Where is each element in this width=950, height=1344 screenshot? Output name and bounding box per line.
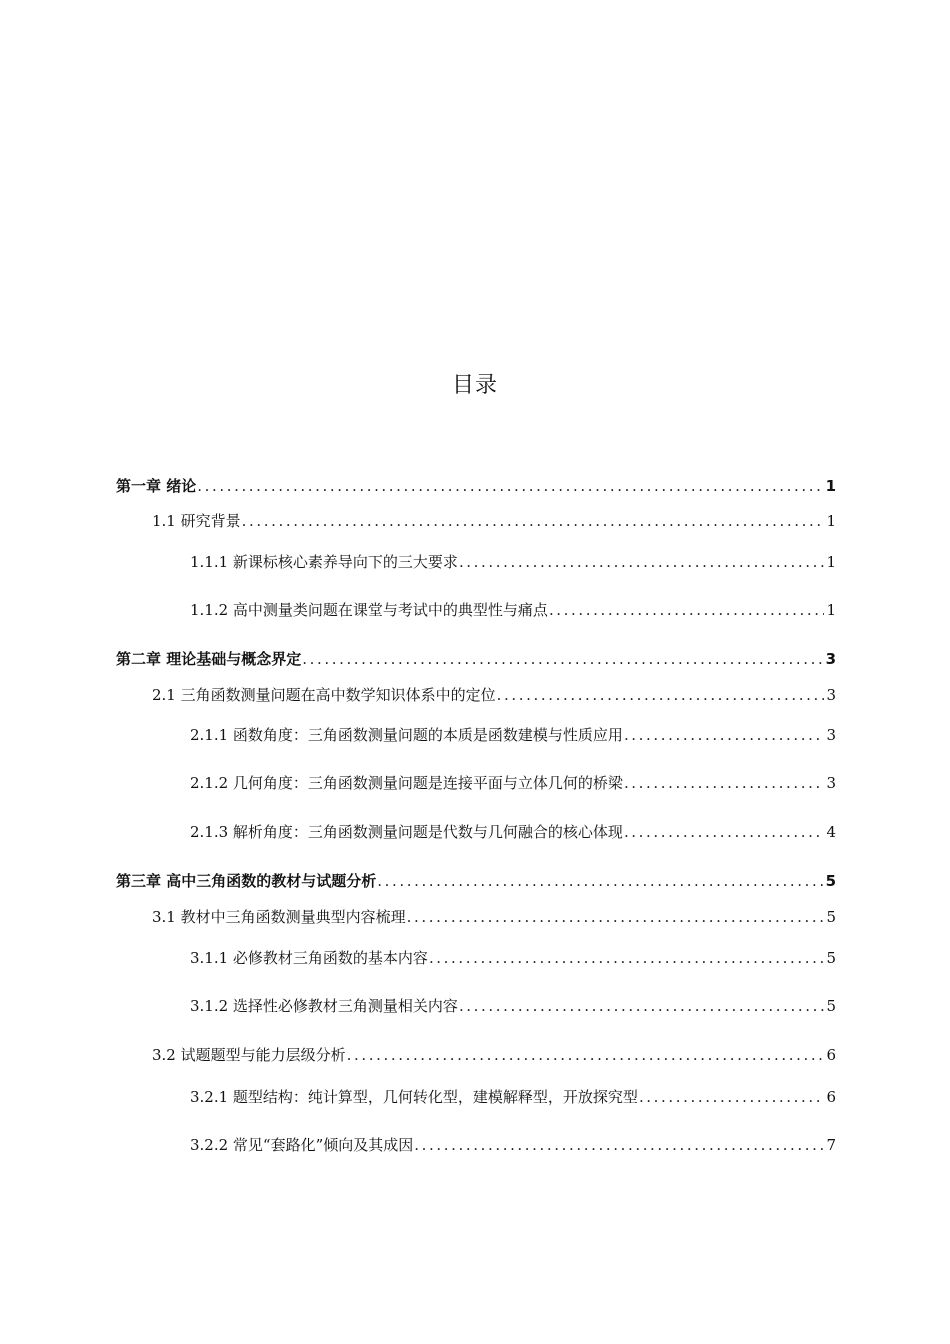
toc-leader-dots	[302, 647, 823, 671]
toc-leader-dots	[497, 683, 825, 707]
toc-entry-1-1-2[interactable]	[190, 598, 836, 622]
toc-entry-label: 2.1.3 解析角度：三角函数测量问题是代数与几何融合的核心体现	[190, 823, 623, 841]
toc-leader-dots	[639, 1085, 825, 1109]
toc-entry-label: 1.1 研究背景	[152, 512, 241, 530]
toc-entry-label: 1.1.2 高中测量类问题在课堂与考试中的典型性与痛点	[190, 601, 548, 619]
toc-leader-dots	[242, 509, 825, 533]
toc-leader-dots	[197, 474, 823, 498]
toc-leader-dots	[347, 1043, 825, 1067]
toc-page-number: 5	[826, 949, 836, 967]
toc-page-number: 3	[826, 726, 836, 744]
toc-leader-dots	[624, 771, 825, 795]
toc-page-number: 3	[825, 650, 836, 668]
toc-leader-dots	[459, 550, 825, 574]
toc-entry-3-1-1[interactable]	[190, 946, 836, 970]
toc-entry-2-1-1[interactable]	[190, 723, 836, 747]
toc-entry-chapter-1[interactable]	[116, 474, 836, 498]
toc-entry-3-2-2[interactable]	[190, 1133, 836, 1157]
toc-page-number: 3	[826, 686, 836, 704]
toc-leader-dots	[459, 994, 825, 1018]
toc-entry-1-1[interactable]	[152, 509, 836, 533]
toc-entry-2-1[interactable]	[152, 683, 836, 707]
toc-entry-label: 3.2.2 常见“套路化”倾向及其成因	[190, 1136, 414, 1154]
toc-entry-3-1[interactable]	[152, 905, 836, 929]
toc-leader-dots	[624, 820, 825, 844]
toc-entry-chapter-2[interactable]	[116, 647, 836, 671]
toc-entry-2-1-3[interactable]	[190, 820, 836, 844]
toc-page-number: 7	[826, 1136, 836, 1154]
toc-entry-label: 3.1.1 必修教材三角函数的基本内容	[190, 949, 428, 967]
toc-entry-label: 3.2 试题题型与能力层级分析	[152, 1046, 346, 1064]
toc-leader-dots	[549, 598, 825, 622]
toc-leader-dots	[414, 1133, 824, 1157]
toc-leader-dots	[407, 905, 825, 929]
toc-entry-label: 2.1 三角函数测量问题在高中数学知识体系中的定位	[152, 686, 496, 704]
toc-entry-label: 第一章 绪论	[116, 477, 197, 495]
toc-entry-label: 第三章 高中三角函数的教材与试题分析	[116, 872, 377, 890]
toc-page-number: 5	[825, 872, 836, 890]
toc-leader-dots	[624, 723, 825, 747]
toc-entry-label: 1.1.1 新课标核心素养导向下的三大要求	[190, 553, 458, 571]
toc-leader-dots	[429, 946, 825, 970]
toc-page-number: 6	[826, 1088, 836, 1106]
toc-page-number: 5	[826, 908, 836, 926]
toc-page-number: 5	[826, 997, 836, 1015]
toc-page-number: 3	[826, 774, 836, 792]
toc-page-number: 4	[826, 823, 836, 841]
toc-page-number: 6	[826, 1046, 836, 1064]
toc-entry-chapter-3[interactable]	[116, 869, 836, 893]
toc-entry-label: 3.2.1 题型结构：纯计算型，几何转化型，建模解释型，开放探究型	[190, 1088, 638, 1106]
toc-entry-label: 3.1.2 选择性必修教材三角测量相关内容	[190, 997, 458, 1015]
toc-leader-dots	[377, 869, 823, 893]
toc-entry-label: 2.1.2 几何角度：三角函数测量问题是连接平面与立体几何的桥梁	[190, 774, 623, 792]
toc-entry-2-1-2[interactable]	[190, 771, 836, 795]
toc-entry-3-1-2[interactable]	[190, 994, 836, 1018]
toc-title: 目录	[451, 373, 498, 398]
toc-entry-3-2[interactable]	[152, 1043, 836, 1067]
toc-page-number: 1	[826, 512, 836, 530]
toc-page-number: 1	[826, 601, 836, 619]
toc-entry-1-1-1[interactable]	[190, 550, 836, 574]
toc-page-number: 1	[825, 477, 836, 495]
toc-entry-3-2-1[interactable]	[190, 1085, 836, 1109]
toc-entry-label: 第二章 理论基础与概念界定	[116, 650, 302, 668]
toc-entry-label: 2.1.1 函数角度：三角函数测量问题的本质是函数建模与性质应用	[190, 726, 623, 744]
toc-page-number: 1	[826, 553, 836, 571]
toc-entry-label: 3.1 教材中三角函数测量典型内容梳理	[152, 908, 406, 926]
